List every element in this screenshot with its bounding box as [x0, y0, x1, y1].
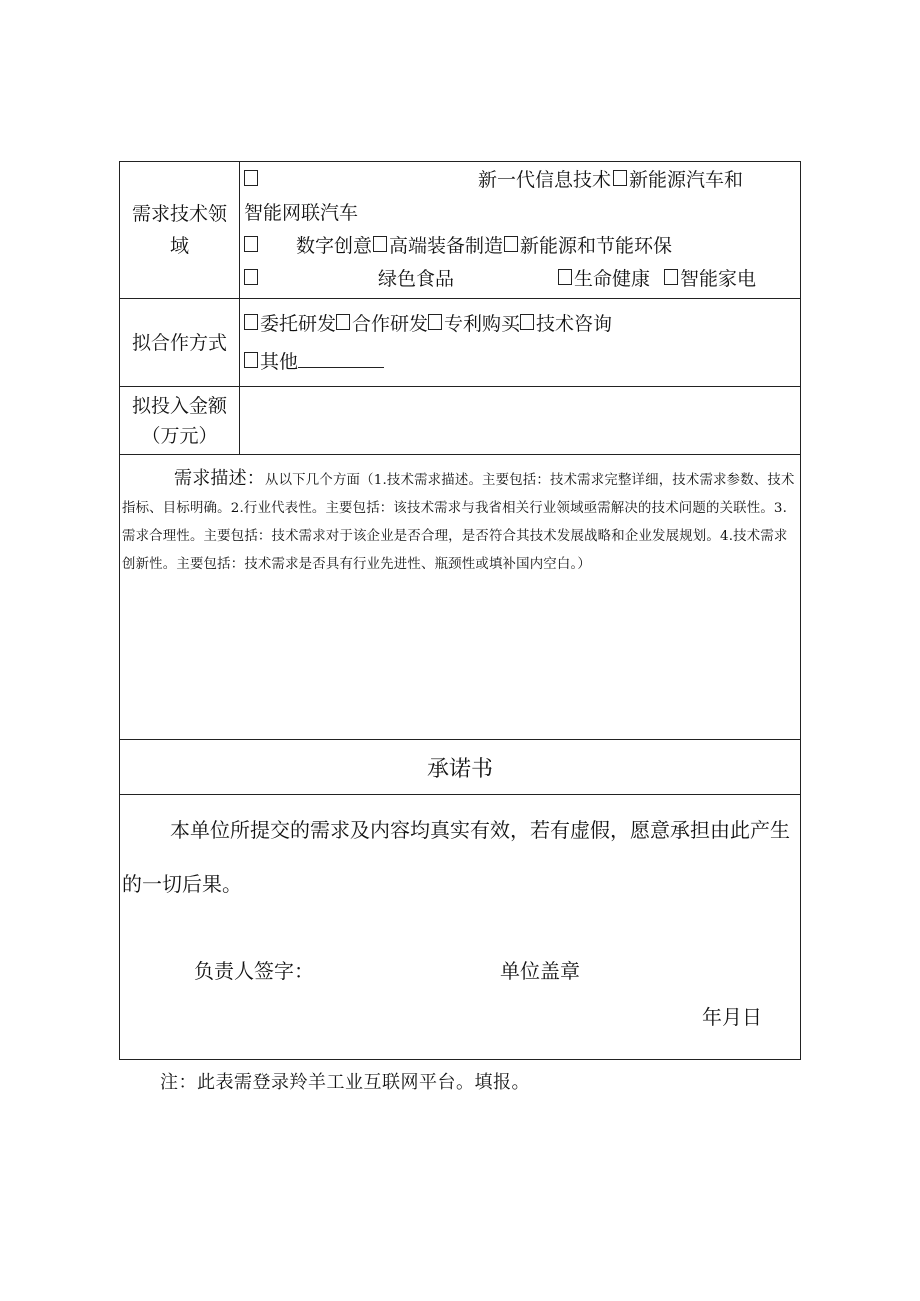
invest-label: 拟投入金额 — [131, 394, 227, 417]
coop-line-1 — [244, 305, 796, 343]
checkbox-patent-purchase[interactable] — [428, 314, 442, 330]
checkbox-joint-rd[interactable] — [336, 314, 350, 330]
option-new-energy: 新能源和节能环保 — [520, 235, 673, 257]
signature-label: 负责人签字： — [194, 959, 314, 983]
option-life-health: 生命健康 — [574, 268, 651, 290]
option-nev: 新能源汽车和 — [629, 169, 744, 191]
checkbox-high-end-equipment[interactable] — [373, 236, 387, 252]
option-new-it: 新一代信息技术 — [478, 169, 612, 191]
option-commissioned-rd: 委托研发 — [260, 312, 337, 335]
tech-field-options-cell — [240, 162, 801, 299]
tech-field-line-4 — [244, 263, 796, 296]
checkbox-other[interactable] — [244, 352, 258, 368]
seal-label: 单位盖章 — [500, 959, 580, 983]
tech-field-line-2 — [244, 197, 796, 230]
invest-unit: （万元） — [141, 424, 218, 447]
option-high-end-equipment: 高端装备制造 — [389, 235, 504, 257]
description-title: 需求描述： — [174, 468, 265, 489]
checkbox-commissioned-rd[interactable] — [244, 314, 258, 330]
description-text: 从以下几个方面（1.技术需求描述。主要包括：技术需求完整详细，技术需求参数、技术指标、目标明确。2.行业代表性。主要包括：该技术需求与我省相关行业领域亟需解决的技术问题的关联性。3.需求合理性。主要包括：技术需求对于该企业是否合理，是否符合其技术发展战略和企业发展规划。4.技术需求创新性。主要包括：技术需求是否具有行业先进性、瓶颈性或填补国内空白。） — [122, 473, 795, 572]
demand-form-table — [119, 161, 801, 1060]
pledge-title-cell — [120, 740, 801, 795]
tech-field-label-cell — [120, 162, 240, 299]
pledge-body-cell — [120, 795, 801, 1060]
coop-line-2 — [244, 343, 796, 381]
other-blank-line[interactable] — [298, 349, 384, 368]
checkbox-green-food[interactable] — [244, 269, 258, 285]
option-tech-consulting: 技术咨询 — [536, 312, 613, 335]
checkbox-tech-consulting[interactable] — [520, 314, 534, 330]
checkbox-life-health[interactable] — [558, 269, 572, 285]
checkbox-digital-creative[interactable] — [244, 236, 258, 252]
tech-field-line-1 — [244, 164, 796, 197]
date-label: 年月日 — [702, 1005, 762, 1029]
description-cell[interactable] — [120, 455, 801, 740]
coop-label-cell — [120, 299, 240, 387]
tech-field-line-3 — [244, 230, 796, 263]
option-green-food: 绿色食品 — [378, 268, 455, 290]
tech-field-label: 需求技术领域 — [131, 203, 227, 257]
invest-value-cell[interactable] — [240, 387, 801, 455]
coop-label: 拟合作方式 — [131, 331, 227, 354]
checkbox-new-energy[interactable] — [504, 236, 518, 252]
option-smart-home: 智能家电 — [680, 268, 757, 290]
invest-label-cell — [120, 387, 240, 455]
checkbox-nev[interactable] — [613, 170, 627, 186]
checkbox-new-it[interactable] — [244, 170, 258, 186]
option-other: 其他 — [260, 350, 299, 373]
checkbox-smart-home[interactable] — [664, 269, 678, 285]
footer-note: 注：此表需登录羚羊工业互联网平台。填报。 — [160, 1072, 530, 1093]
pledge-title: 承诺书 — [426, 756, 493, 782]
option-joint-rd: 合作研发 — [352, 312, 429, 335]
option-nev-cont: 智能网联汽车 — [244, 202, 359, 224]
coop-options-cell — [240, 299, 801, 387]
pledge-text: 本单位所提交的需求及内容均真实有效，若有虚假，愿意承担由此产生的一切后果。 — [122, 818, 790, 896]
option-digital-creative: 数字创意 — [296, 235, 373, 257]
option-patent-purchase: 专利购买 — [444, 312, 521, 335]
